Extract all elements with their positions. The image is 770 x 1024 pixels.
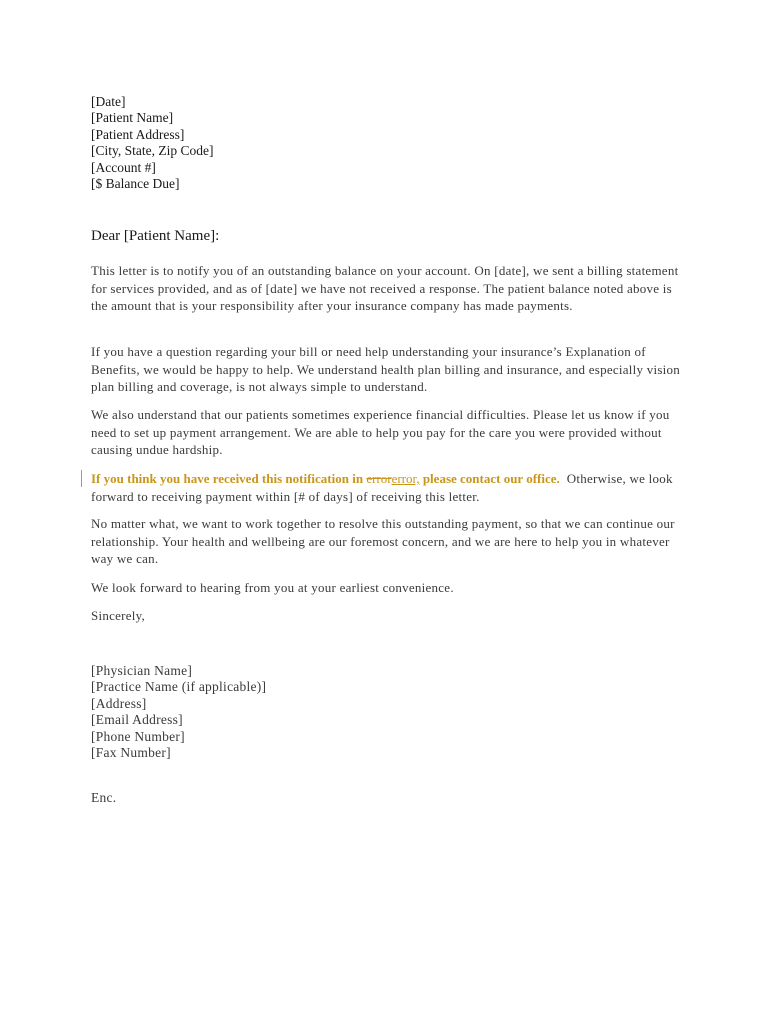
highlight-text-start: If you think you have received this notification in xyxy=(91,471,367,486)
paragraph-hardship: We also understand that our patients sometimes experience financial difficulties. Please let us know if you need to set up payment arrangement. We are able to help you pay for the care you were provided without causing undue hardship. xyxy=(91,407,670,458)
city-state-zip-field: [City, State, Zip Code] xyxy=(91,143,214,159)
highlight-text-end: please contact our office. xyxy=(419,471,560,486)
paragraph-notice: This letter is to notify you of an outstanding balance on your account. On [date], we sent a billing statement for services provided, and as of [date] we have not received a response. The patient balance noted above is the amount that is your responsibility after your insurance company has made payments. xyxy=(91,263,679,314)
date-field: [Date] xyxy=(91,94,126,109)
fax-number-field: [Fax Number] xyxy=(91,745,171,761)
paragraph-contact xyxy=(91,470,691,505)
paragraph-relationship: No matter what, we want to work together to resolve this outstanding payment, so that we can continue our relationship. Your health and wellbeing are our foremost concern, and we are here to help you in whatever way we can. xyxy=(91,516,675,567)
deleted-text: error xyxy=(366,471,392,486)
phone-number-field: [Phone Number] xyxy=(91,728,185,744)
paragraph-closing-note: We look forward to hearing from you at your earliest convenience. xyxy=(91,580,454,595)
account-number-field: [Account #] xyxy=(91,159,156,175)
balance-due-field: [$ Balance Due] xyxy=(91,176,180,192)
inserted-text: error, xyxy=(391,471,420,486)
recipient-block xyxy=(91,94,213,192)
patient-address-field: [Patient Address] xyxy=(91,126,185,142)
paragraph-questions: If you have a question regarding your bill or need help understanding your insurance’s Explanation of Benefits, we would be happy to help. We understand health plan billing and insurance, and especially vision plan billing and coverage, is not always simple to understand. xyxy=(91,344,681,395)
paragraph-contact-rest: Otherwise, we look forward to receiving payment within [# of days] of receiving this letter. xyxy=(91,471,677,504)
tracked-change-bar xyxy=(81,470,82,487)
patient-name-field: [Patient Name] xyxy=(91,110,174,126)
physician-name-field: [Physician Name] xyxy=(91,663,193,678)
enclosure-note: Enc. xyxy=(91,790,117,805)
tracked-change-highlight xyxy=(91,471,560,486)
closing-sincerely: Sincerely, xyxy=(91,608,145,623)
signature-block xyxy=(91,663,266,761)
practice-name-field: [Practice Name (if applicable)] xyxy=(91,679,267,695)
email-address-field: [Email Address] xyxy=(91,712,183,728)
practice-address-field: [Address] xyxy=(91,695,147,711)
salutation: Dear [Patient Name]: xyxy=(91,228,220,244)
